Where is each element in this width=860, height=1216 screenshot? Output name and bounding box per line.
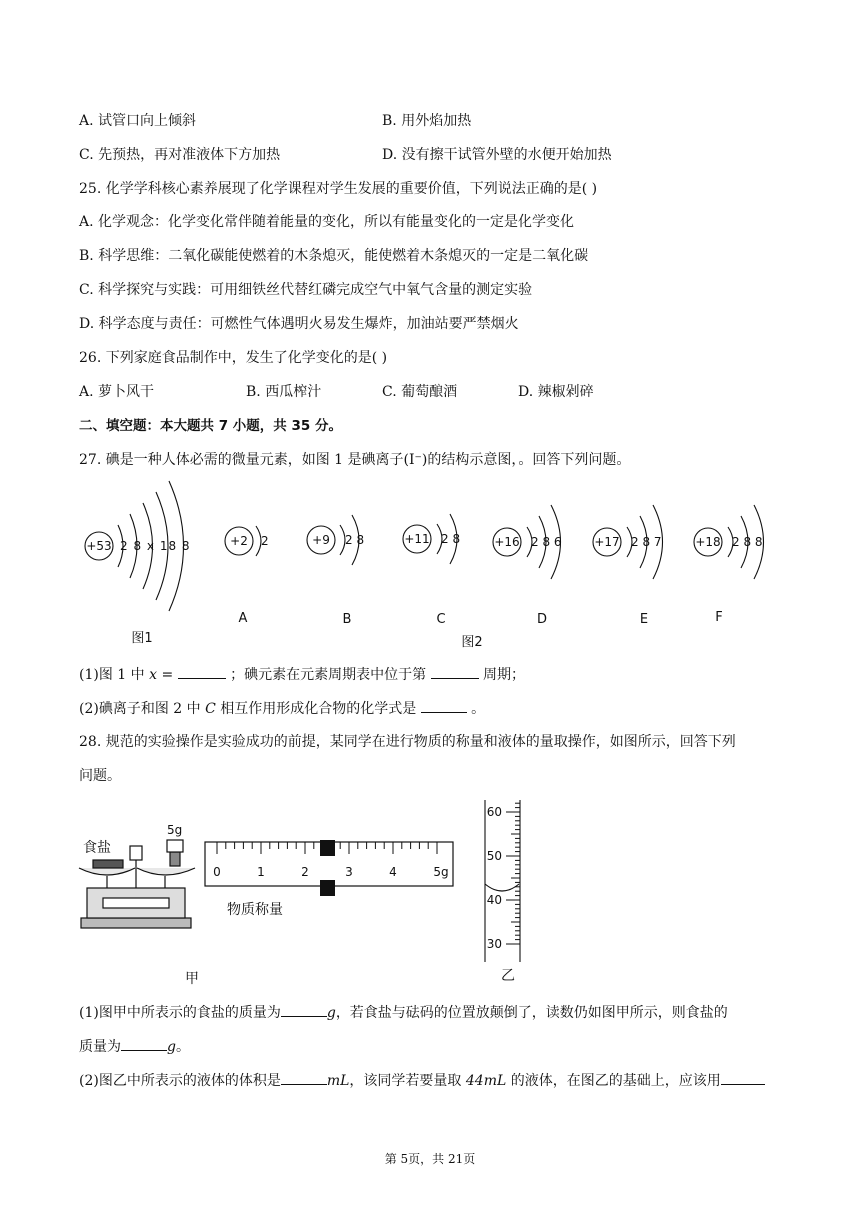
ruler-caption: 物质称量 — [227, 902, 283, 918]
atom-f-label: F — [715, 610, 723, 625]
q25-stem: 25. 化学学科核心素养展现了化学课程对学生发展的重要价值，下列说法正确的是( ) — [79, 181, 598, 197]
atom-c-nucleus-charge: +11 — [404, 532, 430, 546]
q27-stem: 27. 碘是一种人体必需的微量元素，如图 1 是碘离子(I⁻)的结构示意图，。回答下列问题。 — [79, 452, 631, 468]
atom-d-label: D — [536, 612, 548, 627]
atom-f-nucleus-charge: +18 — [695, 535, 721, 549]
atom-e-shell-electrons: 2 8 7 — [631, 535, 662, 549]
atom-c-shell-electrons: 2 8 — [441, 532, 461, 546]
q28-stem-line1: 28. 规范的实验操作是实验成功的前提，某同学在进行物质的称量和液体的量取操作，如图所示，回答下列 — [79, 734, 736, 750]
atom-c-label: C — [436, 612, 446, 627]
answer-blank[interactable] — [281, 1070, 327, 1085]
answer-blank[interactable] — [281, 1002, 327, 1017]
q26-option-d: D. 辣椒剁碎 — [518, 384, 594, 400]
q28-sub1-unit: g — [167, 1039, 176, 1055]
q26-stem: 26. 下列家庭食品制作中，发生了化学变化的是( ) — [79, 350, 388, 366]
answer-blank[interactable] — [421, 698, 467, 713]
q27-sub2-text-b: 相互作用形成化合物的化学式是 — [215, 701, 421, 717]
answer-blank[interactable] — [721, 1070, 765, 1085]
q27-sub1-var: x — [149, 667, 157, 683]
iodide-shell-electrons: 2 8 x 18 8 — [120, 539, 191, 553]
q25-option-a: A. 化学观念：化学变化常伴随着能量的变化，所以有能量变化的一定是化学变化 — [79, 214, 575, 230]
salt-label: 食盐 — [83, 840, 111, 856]
q28-sub2-text-a: (2)图乙中所表示的液体的体积是 — [79, 1073, 281, 1089]
iodide-nucleus-charge: +53 — [86, 539, 112, 553]
q27-sub2-var: C — [205, 701, 216, 717]
q27-sub1-text-d: 周期； — [478, 667, 525, 683]
q28-sub1-line1 — [79, 1002, 728, 1023]
q26-option-c: C. 葡萄酿酒 — [382, 384, 458, 400]
ruler-tick-label: 5g — [433, 865, 449, 879]
q28-sub2 — [79, 1070, 765, 1091]
q26-option-a: A. 萝卜风干 — [79, 384, 155, 400]
atom-b-shell-electrons: 2 8 — [345, 533, 365, 547]
q25-option-c: C. 科学探究与实践：可用细铁丝代替红磷完成空气中氧气含量的测定实验 — [79, 282, 533, 298]
balance-figure — [75, 800, 555, 990]
atom-structure-figure — [70, 470, 790, 660]
figure-yi-caption: 乙 — [501, 968, 515, 984]
q24-option-d: D. 没有擦干试管外壁的水便开始加热 — [382, 147, 612, 163]
section-heading: 二、填空题：本大题共 7 小题，共 35 分。 — [79, 418, 342, 434]
q28-stem-line2: 问题。 — [79, 768, 121, 784]
q28-sub1-text-b: ，若食盐与砝码的位置放颠倒了，读数仍如图甲所示，则食盐的 — [335, 1005, 728, 1021]
q27-sub1-text-c: ；碘元素在元素周期表中位于第 — [225, 667, 431, 683]
q28-sub2-text-c: 的液体，在图乙的基础上，应该用 — [506, 1073, 721, 1089]
q28-sub1-line2 — [79, 1036, 190, 1057]
answer-blank[interactable] — [178, 664, 226, 679]
answer-blank[interactable] — [121, 1036, 167, 1051]
atom-a-label: A — [238, 611, 248, 626]
q27-sub2-text-c: 。 — [466, 701, 486, 717]
q28-sub1-text-a: (1)图甲中所表示的食盐的质量为 — [79, 1005, 281, 1021]
atom-a-nucleus-charge: +2 — [230, 534, 248, 548]
q24-option-c: C. 先预热，再对准液体下方加热 — [79, 147, 281, 163]
q27-sub2-text-a: (2)碘离子和图 2 中 — [79, 701, 206, 717]
q27-sub1-text-b: = — [157, 667, 178, 683]
weight-label: 5g — [167, 823, 183, 837]
q25-option-d: D. 科学态度与责任：可燃性气体遇明火易发生爆炸，加油站要严禁烟火 — [79, 316, 519, 332]
q28-sub2-unit: mL — [326, 1073, 350, 1089]
rider-bottom[interactable] — [320, 880, 335, 896]
ruler-tick-label: 0 — [213, 865, 221, 879]
ruler-tick-label: 4 — [389, 865, 397, 879]
q28-sub1-unit: g — [326, 1005, 336, 1021]
atom-d-nucleus-charge: +16 — [494, 535, 520, 549]
q28-sub1-text-d: 。 — [175, 1039, 190, 1055]
figure-2-caption: 图2 — [461, 635, 483, 650]
page-footer: 第 5页，共 21页 — [384, 1152, 476, 1166]
atom-d-shell-electrons: 2 8 6 — [531, 535, 562, 549]
cylinder-tick-label: 40 — [486, 893, 502, 907]
atom-a-shell-electrons: 2 — [261, 534, 269, 548]
figure-jia-caption: 甲 — [185, 971, 199, 987]
q27-sub1 — [79, 664, 525, 685]
cylinder-tick-label: 50 — [486, 849, 502, 863]
ruler-tick-label: 1 — [257, 865, 265, 879]
q28-sub2-text-b: ，该同学若要量取 — [349, 1073, 466, 1089]
q27-sub1-text-a: (1)图 1 中 — [79, 667, 150, 683]
atom-e-nucleus-charge: +17 — [594, 535, 620, 549]
rider-top[interactable] — [320, 840, 335, 856]
atom-b-nucleus-charge: +9 — [312, 533, 330, 547]
q27-sub2 — [79, 698, 485, 719]
atom-f-shell-electrons: 2 8 8 — [732, 535, 763, 549]
figure-1-caption: 图1 — [131, 631, 153, 646]
ruler-tick-label: 2 — [301, 865, 309, 879]
answer-blank[interactable] — [431, 664, 479, 679]
cylinder-tick-label: 30 — [486, 937, 502, 951]
q24-option-a: A. 试管口向上倾斜 — [79, 113, 197, 129]
atom-e-label: E — [639, 612, 649, 627]
cylinder-tick-label: 60 — [486, 805, 502, 819]
atom-b-label: B — [342, 612, 352, 627]
ruler-tick-label: 3 — [345, 865, 353, 879]
q28-sub2-value: 44mL — [465, 1073, 507, 1089]
q25-option-b: B. 科学思维：二氧化碳能使燃着的木条熄灭，能使燃着木条熄灭的一定是二氧化碳 — [79, 248, 589, 264]
q26-option-b: B. 西瓜榨汁 — [246, 384, 322, 400]
q24-option-b: B. 用外焰加热 — [382, 113, 472, 129]
q28-sub1-text-c: 质量为 — [79, 1039, 121, 1055]
